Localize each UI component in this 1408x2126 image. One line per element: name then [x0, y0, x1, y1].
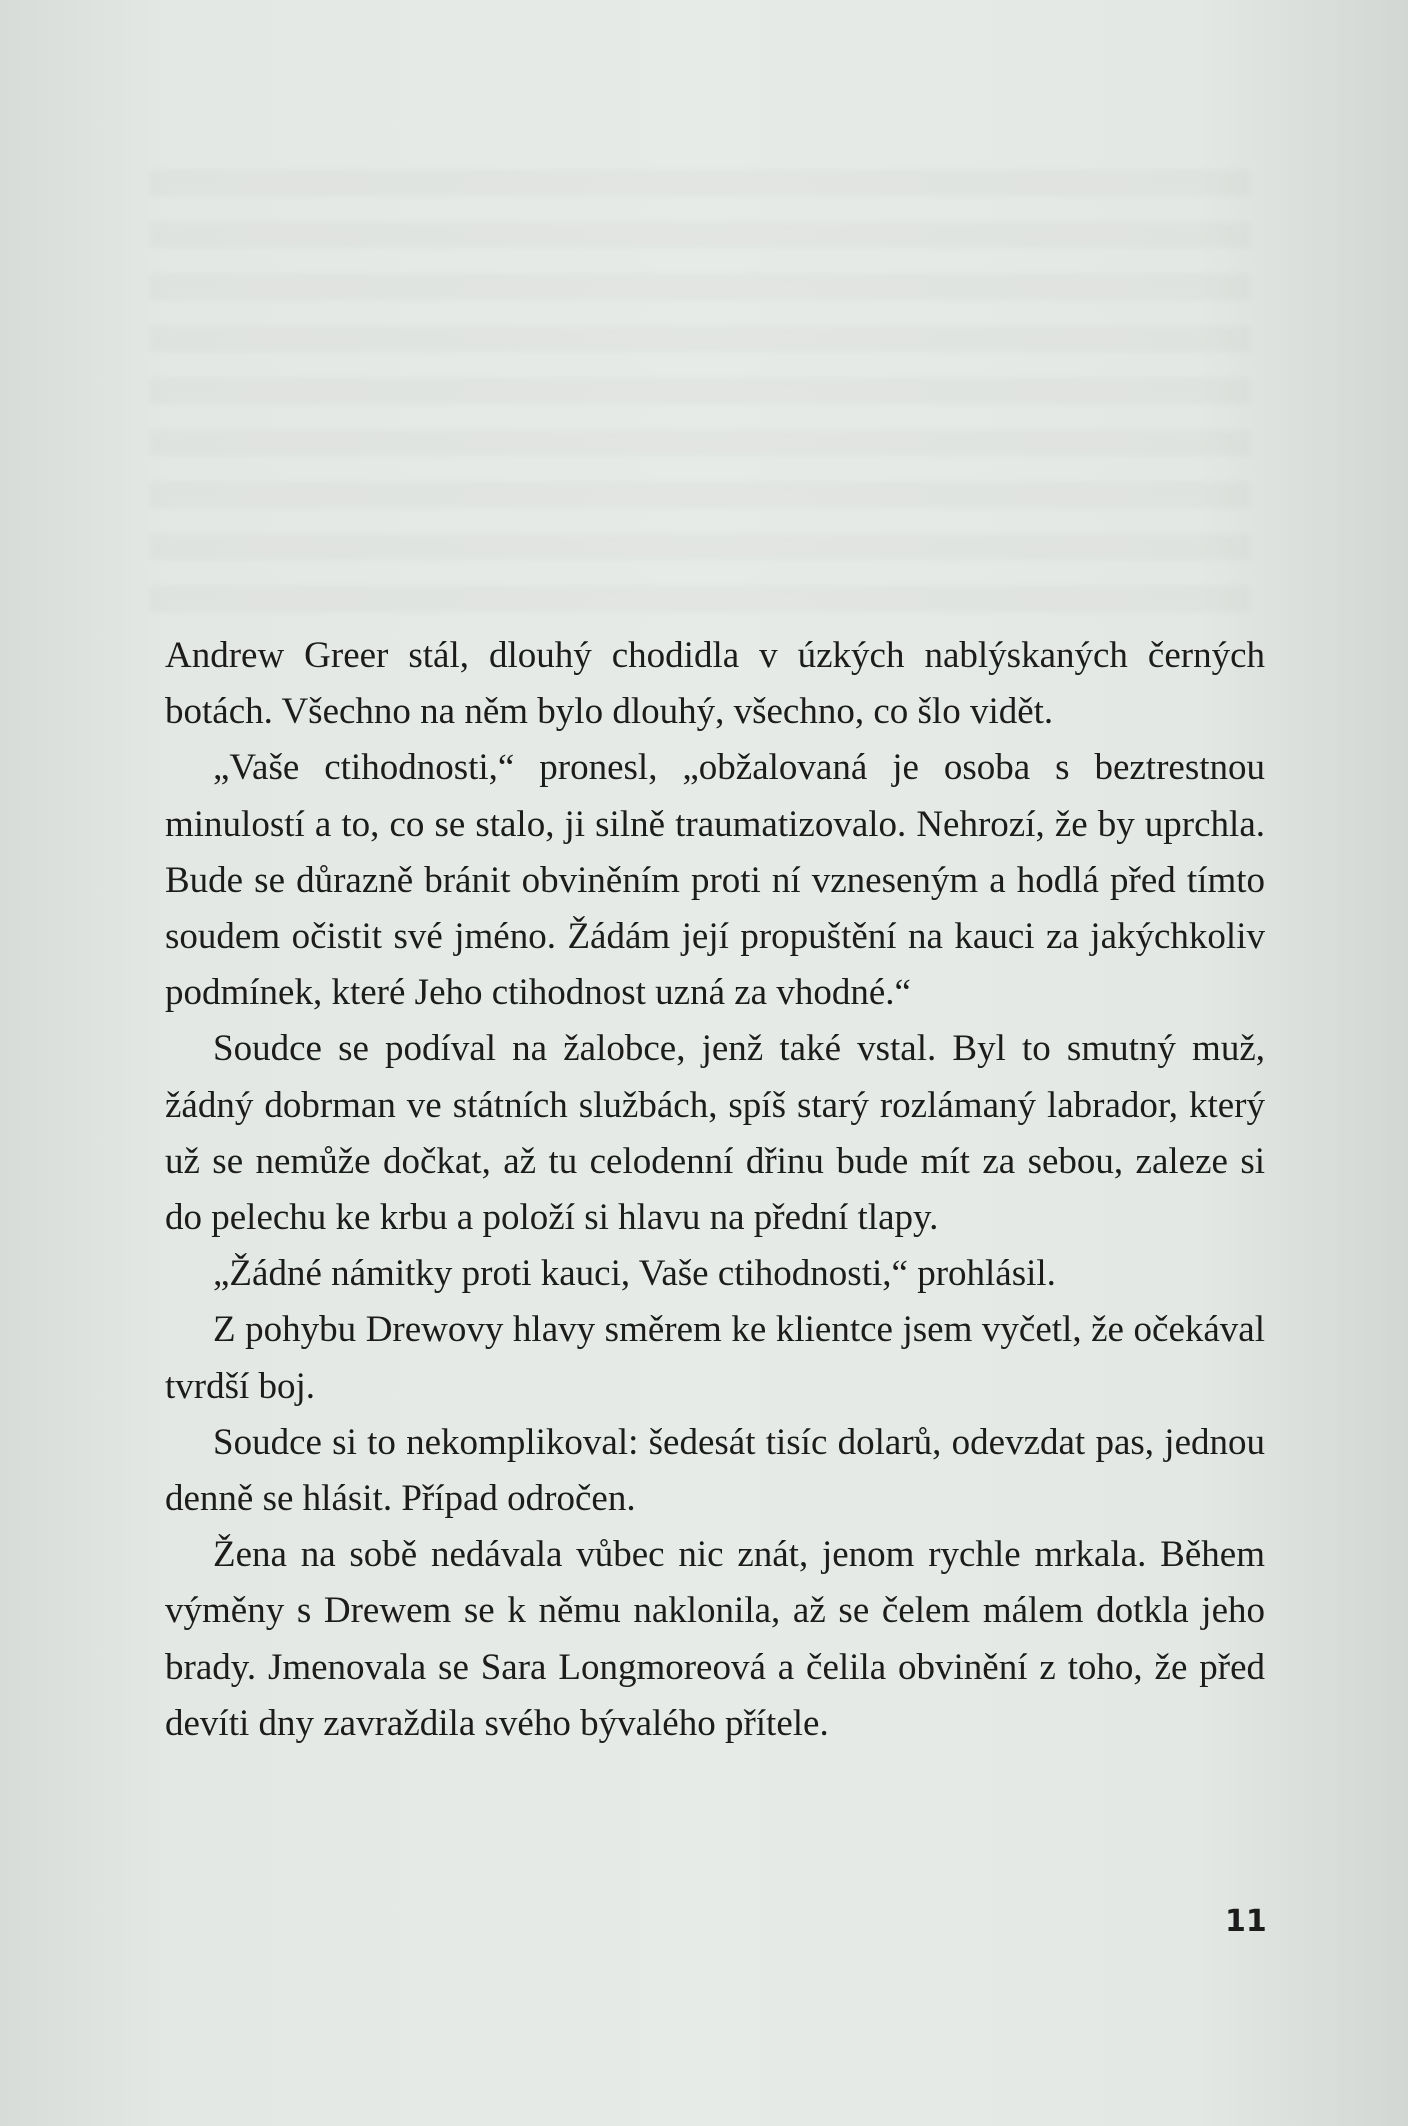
- paragraph-3: Soudce se podíval na žalobce, jenž také vstal. Byl to smutný muž, žádný dobrman ve státních službách, spíš starý rozlámaný labrador, který už se nemůže dočkat, až tu celodenní dřinu bude mít za sebou, zaleze si do pelechu ke krbu a položí si hlavu na přední tlapy.: [165, 1028, 1265, 1239]
- body-text: [165, 628, 1265, 1752]
- paragraph-1: Andrew Greer stál, dlouhý chodidla v úzkých nablýskaných černých botách. Všechno na něm bylo dlouhý, všechno, co šlo vidět.: [165, 635, 1265, 733]
- paragraph-5: Z pohybu Drewovy hlavy směrem ke klientce jsem vyčetl, že očekával tvrdší boj.: [165, 1309, 1265, 1407]
- paragraph-6: Soudce si to nekomplikoval: šedesát tisíc dolarů, odevzdat pas, jednou denně se hlásit. Případ odročen.: [165, 1421, 1265, 1520]
- paragraph-2: „Vaše ctihodnosti,“ pronesl, „obžalovaná je osoba s beztrestnou minulostí a to, co se stalo, ji silně traumatizovalo. Nehrozí, že by uprchla. Bude se důrazně bránit obviněním proti ní vzneseným a hodlá před tímto soudem očistit své jméno. Žádám její propuštění na kauci za jakýchkoliv podmínek, které Jeho ctihodnost uzná za vhodné.“: [165, 747, 1265, 1014]
- paragraph-4: „Žádné námitky proti kauci, Vaše ctihodnosti,“ prohlásil.: [213, 1253, 1056, 1295]
- show-through-text: [150, 170, 1250, 630]
- page-number: 11: [1225, 1904, 1267, 1939]
- paragraph-7: Žena na sobě nedávala vůbec nic znát, jenom rychle mrkala. Během výměny s Drewem se k němu naklonila, až se čelem málem dotkla jeho brady. Jmenovala se Sara Longmoreová a čelila obvinění z toho, že před devíti dny zavraždila svého bývalého přítele.: [165, 1534, 1265, 1744]
